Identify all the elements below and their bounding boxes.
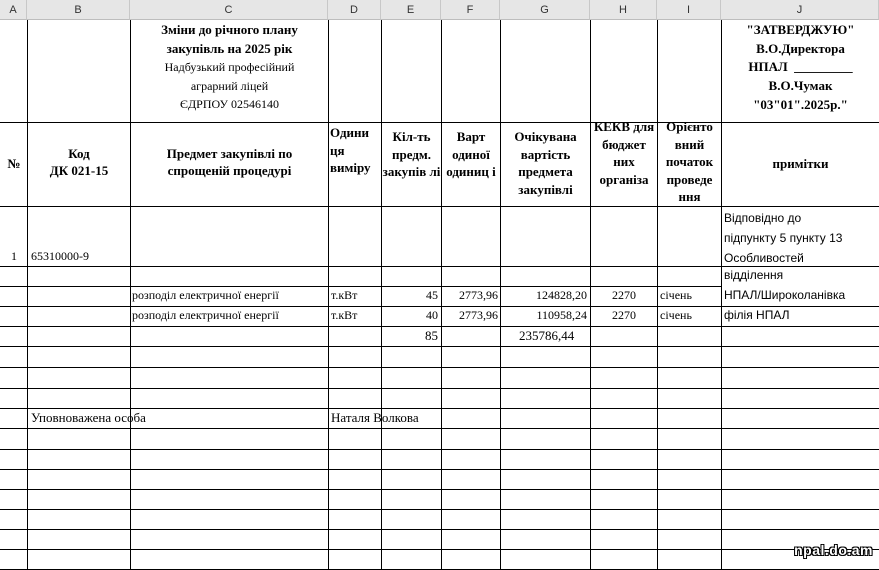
row-2-start-date[interactable]: січень — [660, 288, 692, 302]
title-line-2: закупівль на 2025 рік — [166, 40, 293, 56]
grid-line — [0, 326, 879, 327]
approval-block — [722, 22, 879, 121]
grid-line — [0, 306, 879, 307]
title-block — [131, 22, 328, 121]
total-expected-value[interactable]: 235786,44 — [519, 328, 575, 343]
grid-line — [27, 20, 28, 570]
row-3-note[interactable]: філія НПАЛ — [724, 308, 790, 322]
header-number: № — [7, 156, 21, 171]
approval-position: В.О.Директора — [756, 40, 845, 56]
grid-line — [0, 122, 879, 123]
grid-line — [328, 20, 329, 570]
header-unit: Одини ця виміру — [330, 125, 371, 176]
grid-line — [0, 346, 879, 347]
header-expected-value: Очікувана вартість предмета закупівлі — [514, 129, 577, 197]
row-2-note-line-1[interactable]: відділення — [724, 268, 784, 282]
header-kekv: КЕКВ для бюджет них організа — [593, 119, 655, 187]
row-2-quantity[interactable]: 45 — [426, 288, 438, 302]
grid-line — [0, 408, 879, 409]
column-header-e[interactable]: E — [381, 0, 441, 20]
column-header-b[interactable]: B — [27, 0, 130, 20]
approval-name: В.О.Чумак — [768, 77, 833, 93]
organization-name-line-2: аграрний ліцей — [190, 78, 269, 93]
row-3-expected-value[interactable]: 110958,24 — [536, 308, 587, 322]
grid-line — [0, 388, 879, 389]
row-2-subject[interactable]: розподіл електричної енергії — [132, 288, 279, 302]
row-3-unit[interactable]: т.кВт — [331, 308, 358, 322]
column-header-i[interactable]: I — [657, 0, 721, 20]
row-2-expected-value[interactable]: 124828,20 — [536, 288, 587, 302]
header-subject-line-2: спрощеній процедурі — [167, 162, 292, 178]
column-header-d[interactable]: D — [328, 0, 381, 20]
header-code-line-1: Код — [68, 146, 90, 161]
signature-role[interactable]: Уповноважена особа — [31, 410, 146, 425]
header-notes: примітки — [772, 156, 829, 171]
header-subject-line-1: Предмет закупівлі по — [166, 146, 293, 161]
header-subject — [131, 146, 328, 179]
row-3-subject[interactable]: розподіл електричної енергії — [132, 308, 279, 322]
header-start-date: Орієнто вний початок проведе ння — [665, 119, 714, 205]
row-2-note-line-2[interactable]: НПАЛ/Широколанівка — [724, 288, 846, 302]
grid-line — [0, 428, 879, 429]
header-code-line-2: ДК 021-15 — [49, 162, 109, 178]
signature-name[interactable]: Наталя Волкова — [331, 410, 419, 425]
row-1-number[interactable]: 1 — [11, 249, 17, 263]
header-quantity: Кіл-ть предм. закупів лі — [382, 129, 441, 180]
grid-line — [0, 367, 879, 368]
title-line-1: Зміни до річного плану — [161, 22, 298, 37]
column-header-g[interactable]: G — [500, 0, 590, 20]
column-header-f[interactable]: F — [441, 0, 500, 20]
grid-line — [0, 449, 879, 450]
column-header-h[interactable]: H — [590, 0, 657, 20]
approval-heading: "ЗАТВЕРДЖУЮ" — [746, 22, 855, 37]
row-3-start-date[interactable]: січень — [660, 308, 692, 322]
header-code — [28, 146, 130, 179]
approval-signature-line: НПАЛ _________ — [748, 59, 853, 75]
row-2-kekv[interactable]: 2270 — [612, 288, 636, 302]
row-3-unit-price[interactable]: 2773,96 — [459, 308, 498, 322]
row-1-note[interactable] — [724, 208, 879, 268]
watermark: npal.do.am — [794, 542, 873, 558]
grid-line — [0, 549, 879, 550]
grid-line — [0, 206, 879, 207]
grid-line — [0, 529, 879, 530]
edrpou-code: ЄДРПОУ 02546140 — [180, 96, 279, 111]
total-quantity[interactable]: 85 — [425, 328, 438, 343]
row-1-note-line-2: підпункту 5 пункту 13 — [724, 231, 843, 245]
approval-date: "03"01".2025р." — [753, 96, 848, 112]
column-header-c[interactable]: C — [130, 0, 328, 20]
row-3-kekv[interactable]: 2270 — [612, 308, 636, 322]
column-header-a[interactable]: A — [0, 0, 27, 20]
grid-line — [0, 286, 721, 287]
row-2-unit[interactable]: т.кВт — [331, 288, 358, 302]
row-1-code[interactable]: 65310000-9 — [31, 249, 89, 263]
grid-line — [0, 509, 879, 510]
grid-line — [657, 20, 658, 570]
header-unit-price: Варт одиної одиниц і — [446, 129, 496, 180]
row-3-quantity[interactable]: 40 — [426, 308, 438, 322]
row-1-note-line-1: Відповідно до — [724, 211, 802, 225]
row-2-unit-price[interactable]: 2773,96 — [459, 288, 498, 302]
grid-line — [0, 469, 879, 470]
grid-line — [0, 489, 879, 490]
row-1-note-line-3: Особливостей — [724, 251, 804, 265]
organization-name-line-1: Надбузький професійний — [164, 60, 295, 75]
column-header-j[interactable]: J — [721, 0, 879, 20]
